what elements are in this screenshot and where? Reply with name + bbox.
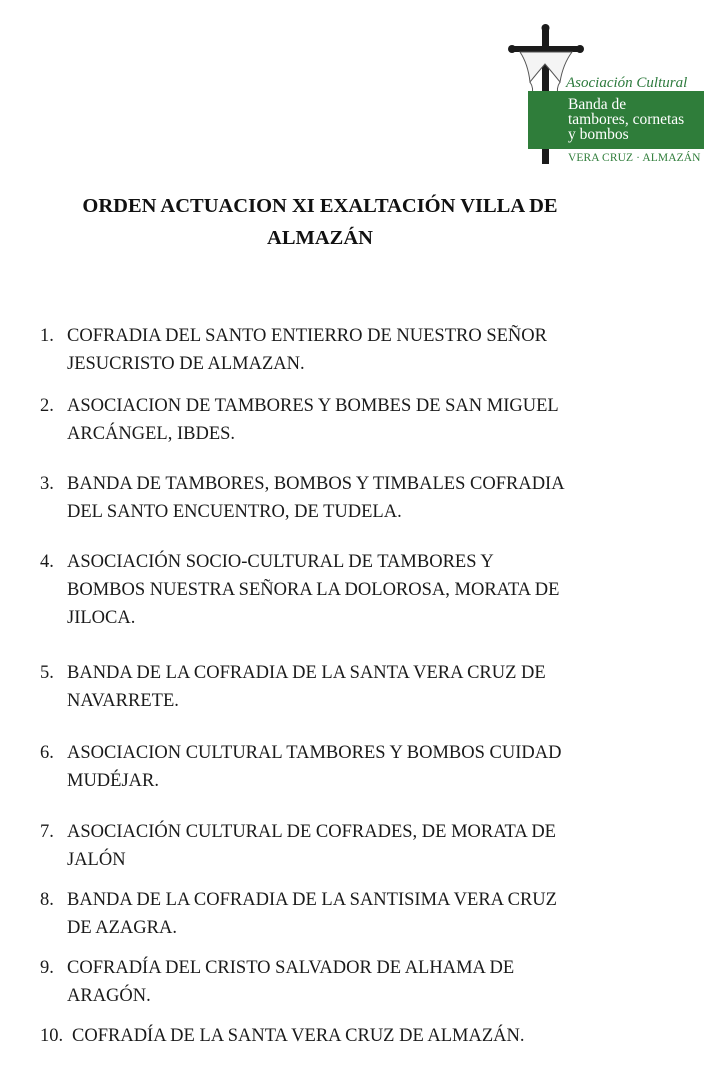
item-number: 9. (40, 958, 54, 978)
list-item (40, 954, 640, 1010)
item-line: ASOCIACION CULTURAL TAMBORES Y BOMBOS CUIDAD (67, 743, 562, 763)
list-item (40, 548, 640, 632)
item-line: DE AZAGRA. (67, 918, 177, 938)
item-line: ARAGÓN. (67, 986, 151, 1006)
item-number: 5. (40, 663, 54, 683)
item-line: BANDA DE LA COFRADIA DE LA SANTISIMA VERA CRUZ (67, 890, 557, 910)
logo-footer: VERA CRUZ · ALMAZÁN (568, 152, 701, 164)
document-title (40, 190, 600, 254)
item-number: 10. (40, 1026, 64, 1046)
list-item (40, 392, 640, 448)
item-number: 1. (40, 326, 54, 346)
association-logo (508, 24, 708, 170)
logo-title: Asociación Cultural (566, 75, 688, 91)
logo-box-line: tambores, cornetas (568, 111, 685, 128)
item-line: BOMBOS NUESTRA SEÑORA LA DOLOROSA, MORATA DE (67, 580, 560, 600)
logo-green-box (528, 91, 704, 149)
list-item (40, 739, 640, 795)
item-line: DEL SANTO ENCUENTRO, DE TUDELA. (67, 502, 402, 522)
item-line: ASOCIACIÓN SOCIO-CULTURAL DE TAMBORES Y (67, 552, 494, 572)
list-item (40, 659, 640, 715)
list-item (40, 322, 640, 378)
list-item (40, 886, 640, 942)
logo-box-text (568, 97, 684, 142)
list-item (40, 470, 640, 526)
item-line: JESUCRISTO DE ALMAZAN. (67, 354, 305, 374)
item-number: 3. (40, 474, 54, 494)
item-number: 8. (40, 890, 54, 910)
item-number: 2. (40, 396, 54, 416)
item-line: ASOCIACION DE TAMBORES Y BOMBES DE SAN MIGUEL (67, 396, 559, 416)
item-line: ASOCIACIÓN CULTURAL DE COFRADES, DE MORATA DE (67, 822, 556, 842)
item-line: NAVARRETE. (67, 691, 179, 711)
item-line: JILOCA. (67, 608, 136, 628)
list-item (40, 818, 640, 874)
item-line: JALÓN (67, 850, 126, 870)
item-number: 7. (40, 822, 54, 842)
item-number: 6. (40, 743, 54, 763)
item-line: COFRADIA DEL SANTO ENTIERRO DE NUESTRO SEÑOR (67, 326, 547, 346)
item-line: COFRADÍA DE LA SANTA VERA CRUZ DE ALMAZÁN. (72, 1026, 525, 1046)
logo-box-line: Banda de (568, 96, 627, 113)
list-item (40, 1022, 640, 1050)
logo-box-line: y bombos (568, 126, 629, 143)
item-line: ARCÁNGEL, IBDES. (67, 424, 236, 444)
item-number: 4. (40, 552, 54, 572)
item-line: BANDA DE LA COFRADIA DE LA SANTA VERA CRUZ DE (67, 663, 546, 683)
title-line-2: ALMAZÁN (267, 227, 373, 249)
item-line: MUDÉJAR. (67, 771, 159, 791)
item-line: COFRADÍA DEL CRISTO SALVADOR DE ALHAMA DE (67, 958, 515, 978)
title-line-1: ORDEN ACTUACION XI EXALTACIÓN VILLA DE (82, 195, 558, 217)
item-line: BANDA DE TAMBORES, BOMBOS Y TIMBALES COFRADIA (67, 474, 565, 494)
